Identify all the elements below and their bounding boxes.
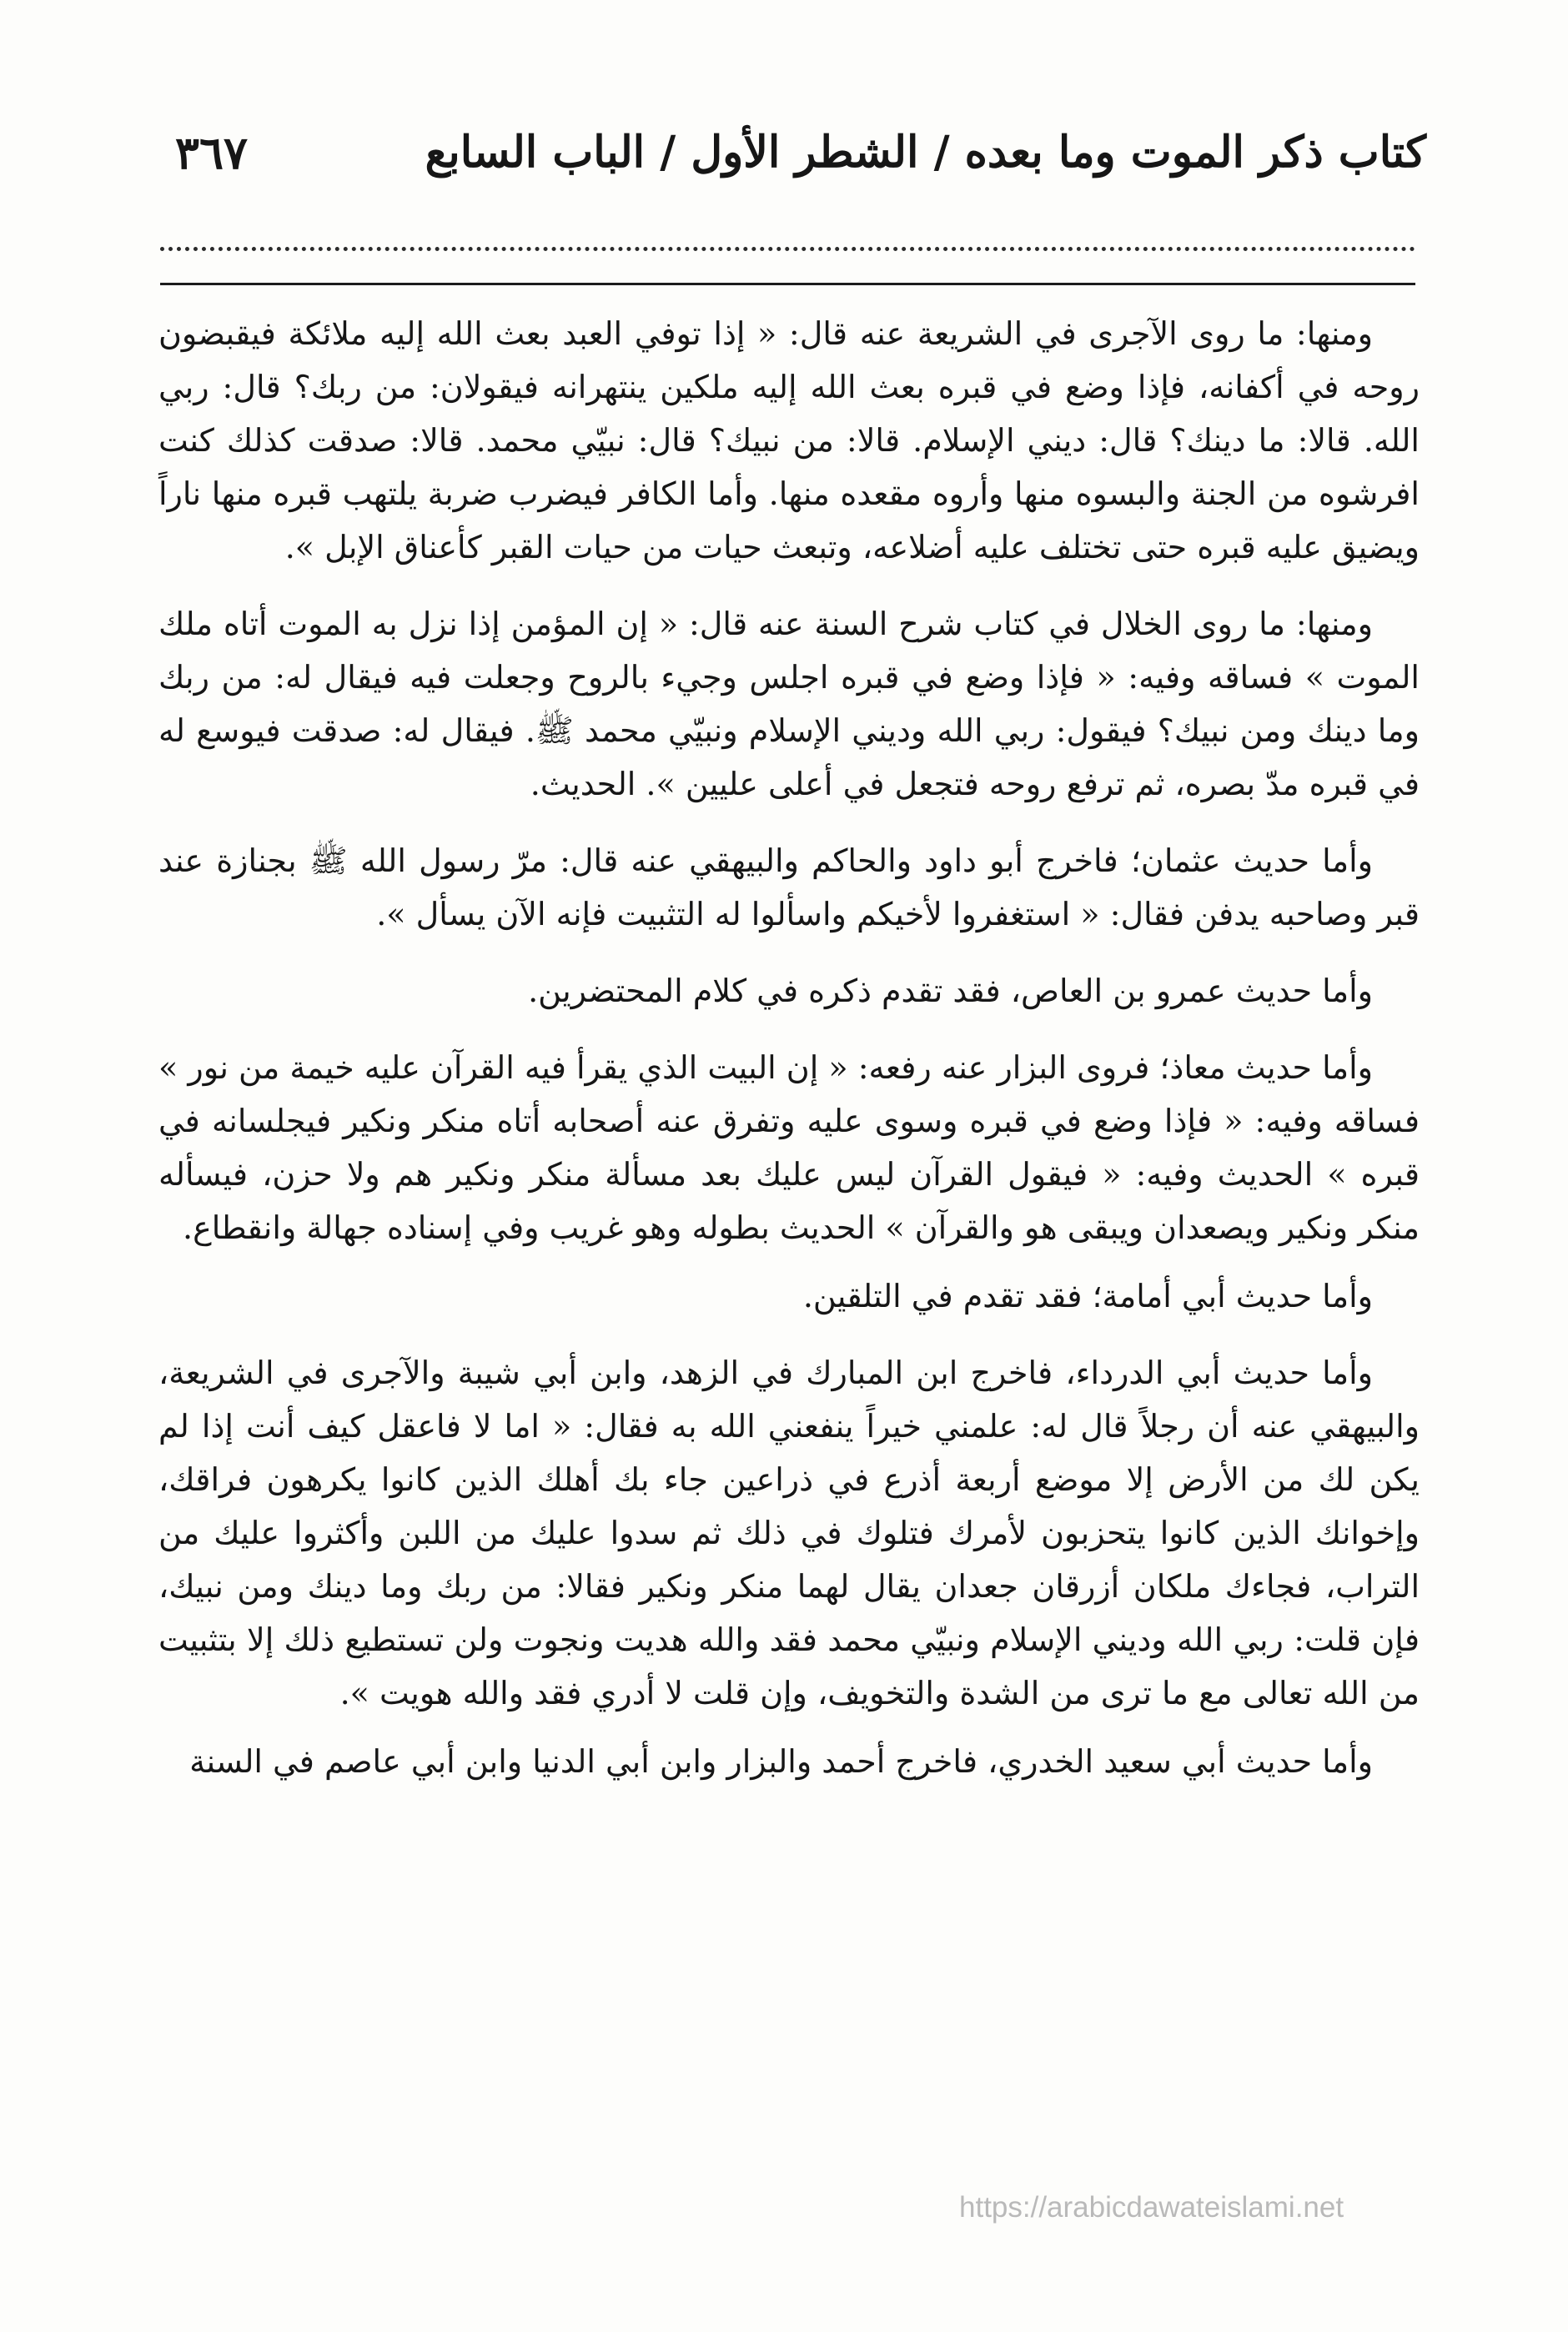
body-text — [158, 307, 1420, 1812]
paragraph-khallal: ومنها: ما روى الخلال في كتاب شرح السنة عنه قال: « إن المؤمن إذا نزل به الموت أتاه ملك الموت » فساقه وفيه: « فإذا وضع في قبره اجلس وجيء بالروح وجعلت فيه فيقال له: من ربك وما دينك ومن نبيك؟ فيقول: ربي الله وديني الإسلام ونبيّي محمد ﷺ. فيقال له: صدقت فيوسع له في قبره مدّ بصره، ثم ترفع روحه فتجعل في أعلى عليين ». الحديث. — [158, 606, 1420, 802]
dotted-rule — [160, 247, 1415, 251]
watermark-url: https://arabicdawateislami.net — [959, 2191, 1344, 2224]
paragraph-ajurri: ومنها: ما روى الآجرى في الشريعة عنه قال: « إذا توفي العبد بعث الله إليه ملائكة فيقبضون روحه في أكفانه، فإذا وضع في قبره بعث الله إليه ملكين ينتهرانه فيقولان: من ربك؟ قال: ربي الله. قالا: ما دينك؟ قال: ديني الإسلام. قالا: من نبيك؟ قال: نبيّي محمد. قالا: صدقت كذلك كنت افرشوه من الجنة والبسوه منها وأروه مقعده منها. وأما الكافر فيضرب ضربة يلتهب قبره منها ناراً ويضيق عليه قبره حتى تختلف عليه أضلاعه، وتبعث حيات من حيات القبر كأعناق الإبل ». — [158, 315, 1420, 565]
page-number: ٣٦٧ — [175, 126, 249, 179]
running-title: كتاب ذكر الموت وما بعده / الشطر الأول / الباب السابع — [425, 127, 1426, 178]
header-rule — [160, 283, 1415, 285]
paragraph-abu-umama: وأما حديث أبي أمامة؛ فقد تقدم في التلقين. — [802, 1278, 1373, 1314]
paragraph-abu-said: وأما حديث أبي سعيد الخدري، فاخرج أحمد والبزار وابن أبي الدنيا وابن أبي عاصم في السنة — [189, 1743, 1373, 1780]
paragraph-uthman: وأما حديث عثمان؛ فاخرج أبو داود والحاكم والبيهقي عنه قال: مرّ رسول الله ﷺ بجنازة عند قبر وصاحبه يدفن فقال: « استغفروا لأخيكم واسألوا له التثبيت فإنه الآن يسأل ». — [158, 842, 1420, 932]
page-header — [158, 115, 1426, 199]
paragraph-abu-al-darda: وأما حديث أبي الدرداء، فاخرج ابن المبارك في الزهد، وابن أبي شيبة والآجرى في الشريعة، والبيهقي عنه أن رجلاً قال له: علمني خيراً ينفعني الله به فقال: « اما لا فاعقل كيف أنت إذا لم يكن لك من الأرض إلا موضع أربعة أذرع في ذراعين جاء بك أهلك الذين كانوا يكرهون فراقك، وإخوانك الذين كانوا يتحزبون لأمرك فتلوك في ذلك ثم سدوا عليك من اللبن وأكثروا عليك من التراب، فجاءك ملكان أزرقان جعدان يقال لهما منكر ونكير فقالا: من ربك وما دينك ومن نبيك، فإن قلت: ربي الله وديني الإسلام ونبيّي محمد فقد والله هديت ونجوت ولن تستطيع ذلك إلا بتثبيت من الله تعالى مع ما ترى من الشدة والتخويف، وإن قلت لا أدري فقد والله هويت ». — [158, 1354, 1420, 1711]
paragraph-muadh: وأما حديث معاذ؛ فروى البزار عنه رفعه: « إن البيت الذي يقرأ فيه القرآن عليه خيمة من نور » فساقه وفيه: « فإذا وضع في قبره وسوى عليه وتفرق عنه أصحابه أتاه منكر ونكير فيجلسانه في قبره » الحديث وفيه: « فيقول القرآن ليس عليك بعد مسألة منكر ونكير هم ولا حزن، فيسأله منكر ونكير ويصعدان ويبقى هو والقرآن » الحديث بطوله وهو غريب وفي إسناده جهالة وانقطاع. — [158, 1049, 1420, 1246]
paragraph-amr-ibn-al-as: وأما حديث عمرو بن العاص، فقد تقدم ذكره في كلام المحتضرين. — [528, 973, 1373, 1009]
